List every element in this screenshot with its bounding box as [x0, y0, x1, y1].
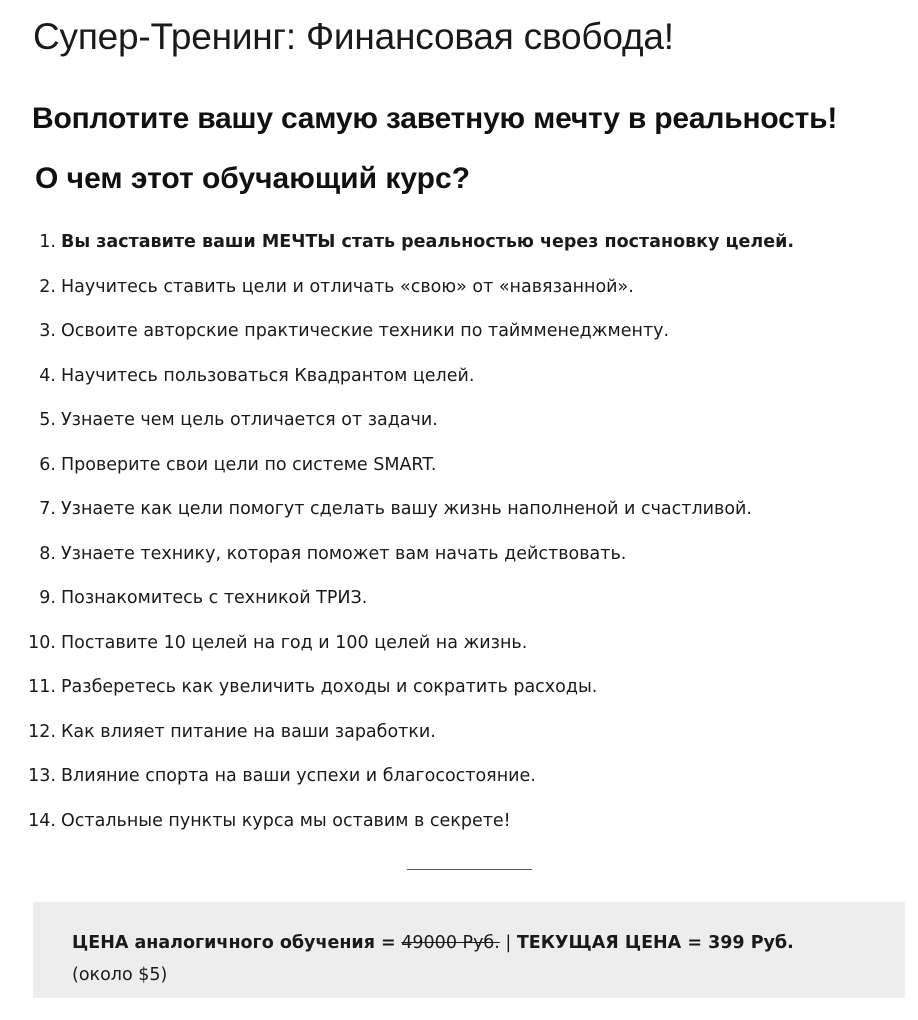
list-item-text: Вы заставите ваши МЕЧТЫ стать реальностью через постановку целей.	[61, 232, 794, 252]
list-item	[0, 754, 918, 799]
list-item-text: Как влияет питание на ваши заработки.	[61, 721, 436, 742]
list-item-number: 6.	[39, 454, 56, 475]
list-item-number: 2.	[39, 276, 56, 297]
price-note: (около $5)	[72, 965, 168, 985]
list-item-text: Разберетесь как увеличить доходы и сократить расходы.	[61, 677, 598, 697]
list-item-number: 11.	[28, 677, 56, 697]
course-list	[0, 220, 918, 843]
old-price: 49000 Руб.	[401, 933, 500, 953]
section-heading: О чем этот обучающий курс?	[35, 162, 471, 195]
list-item-number: 14.	[28, 810, 56, 831]
list-item-text: Научитесь ставить цели и отличать «свою» от «навязанной».	[61, 276, 634, 297]
current-price: ТЕКУЩАЯ ЦЕНА = 399 Руб.	[516, 933, 794, 953]
list-item	[0, 443, 918, 488]
list-item-number: 13.	[28, 766, 56, 786]
list-item-text: Научитесь пользоваться Квадрантом целей.	[61, 365, 475, 386]
list-item-number: 5.	[39, 410, 56, 430]
list-item-number: 8.	[39, 543, 56, 564]
list-item	[0, 354, 918, 399]
list-item-text: Освоите авторские практические техники по таймменеджменту.	[61, 321, 670, 341]
list-item-number: 7.	[39, 499, 56, 519]
list-item	[0, 532, 918, 577]
list-item-text: Влияние спорта на ваши успехи и благосостояние.	[61, 766, 536, 786]
price-box	[33, 902, 905, 998]
list-item	[0, 621, 918, 666]
list-item-number: 10.	[28, 632, 56, 653]
list-item	[0, 665, 918, 710]
page-title: Супер-Тренинг: Финансовая свобода!	[33, 16, 674, 57]
list-item-text: Узнаете как цели помогут сделать вашу жизнь наполненой и счастливой.	[61, 499, 752, 519]
list-item	[0, 220, 918, 265]
price-label: ЦЕНА аналогичного обучения =	[72, 933, 396, 953]
list-item	[0, 710, 918, 755]
price-line	[72, 928, 794, 958]
list-item-text: Познакомитесь с техникой ТРИЗ.	[61, 588, 368, 608]
list-item-number: 3.	[39, 321, 56, 341]
list-item	[0, 265, 918, 310]
list-item	[0, 799, 918, 844]
subtitle: Воплотите вашу самую заветную мечту в реальность!	[32, 102, 838, 135]
list-item-number: 1.	[39, 232, 56, 252]
price-separator: |	[505, 933, 512, 953]
list-item-text: Узнаете чем цель отличается от задачи.	[61, 410, 438, 430]
list-item-number: 9.	[39, 588, 56, 608]
list-item-number: 12.	[28, 721, 56, 742]
list-item	[0, 487, 918, 532]
list-item-text: Поставите 10 целей на год и 100 целей на жизнь.	[61, 632, 528, 653]
list-item-text: Остальные пункты курса мы оставим в секрете!	[61, 810, 511, 831]
list-item-number: 4.	[39, 365, 56, 386]
divider	[407, 869, 532, 870]
list-item	[0, 576, 918, 621]
list-item-text: Проверите свои цели по системе SMART.	[61, 454, 437, 475]
list-item	[0, 398, 918, 443]
list-item-text: Узнаете технику, которая поможет вам начать действовать.	[61, 543, 627, 564]
list-item	[0, 309, 918, 354]
